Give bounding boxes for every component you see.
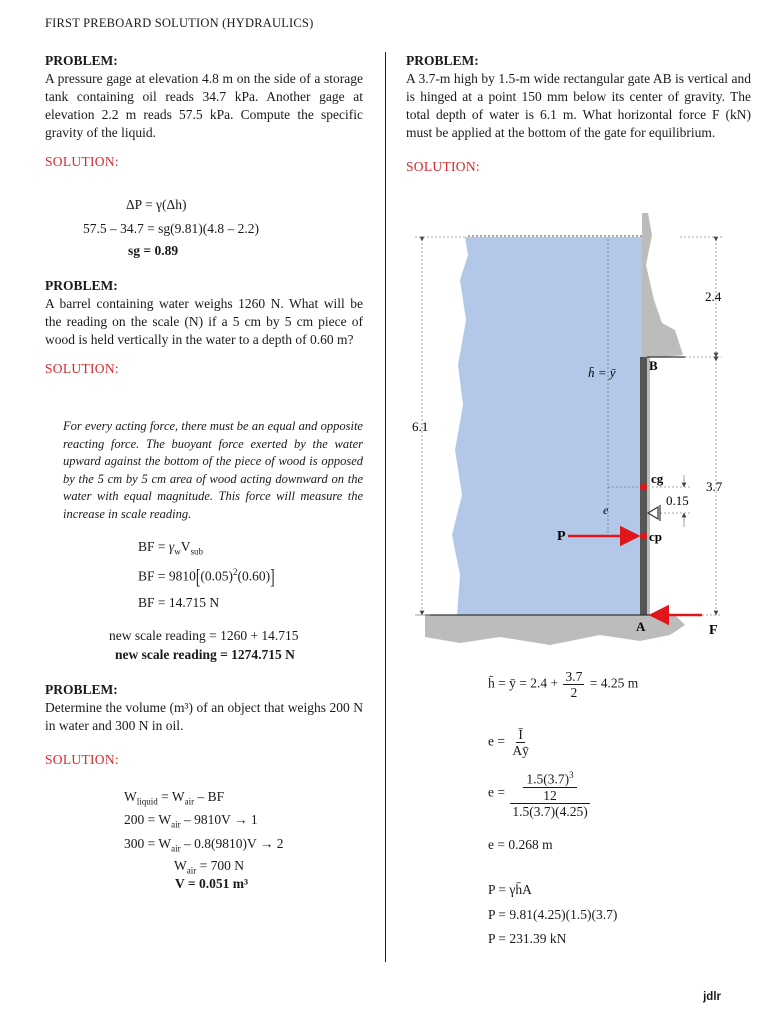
cg-label: cg	[651, 471, 664, 486]
subscript: air	[184, 796, 195, 807]
subscript: air	[186, 865, 197, 876]
equation-part: BF = 9810	[138, 568, 196, 584]
problem-heading: PROBLEM:	[45, 278, 118, 293]
cg-point	[640, 483, 647, 490]
left-column	[45, 52, 363, 171]
equation-part: BF =	[138, 539, 169, 554]
equation-part: 1.5(3.7)	[526, 771, 570, 787]
problem-heading: PROBLEM:	[406, 53, 479, 68]
equation-part: (0.60)	[237, 568, 271, 584]
equation-part: 12	[543, 787, 557, 803]
equation: BF = 14.715 N	[138, 595, 220, 610]
solution-heading: SOLUTION:	[45, 361, 119, 376]
answer: new scale reading = 1274.715 N	[115, 647, 295, 662]
explanation-text: For every acting force, there must be an equal and opposite reacting force. The buoyant force exerted by the water upward against the bottom of the piece of wood is opposed by the 5 cm by 5 cm area of wood acting downward on the water with equal magnitude. This force will measure the increase in scale reading.	[63, 419, 363, 521]
equation: P = 231.39 kN	[488, 931, 567, 946]
equation-part: – 0.8(9810)V → 2	[180, 836, 284, 851]
equation	[488, 669, 638, 700]
answer: sg = 0.89	[128, 243, 179, 258]
subscript: air	[171, 819, 181, 830]
equation	[124, 812, 258, 830]
equation-part: = W	[157, 789, 185, 804]
equation-part: e =	[488, 733, 509, 749]
water-region	[452, 237, 642, 615]
equation-part: (0.05)	[200, 568, 234, 584]
equation-part: – BF	[194, 789, 225, 804]
denominator: Aȳ	[512, 743, 529, 758]
subscript: liquid	[136, 796, 158, 807]
column-divider	[385, 52, 386, 962]
equation-part: = 700 N	[196, 858, 244, 873]
left-column	[45, 277, 363, 378]
problem-heading: PROBLEM:	[45, 682, 118, 697]
equation-part: 300 = W	[124, 836, 172, 851]
numerator: 3.7	[565, 669, 583, 684]
point-b-label: B	[649, 358, 658, 373]
equation-part: 200 = W	[124, 812, 172, 827]
solution-heading: SOLUTION:	[45, 154, 119, 169]
problem-text: A pressure gage at elevation 4.8 m on the side of a storage tank containing oil reads 34.7 kPa. Another gage at elevation 2.2 m reads 57.5 kPa. Compute the specific gravity of the liquid.	[45, 71, 363, 140]
equation: BF = $9810[(0.05)^2(0.60)]$	[138, 563, 275, 588]
equation	[488, 727, 533, 758]
force-p-label: P	[557, 529, 566, 544]
gate-diagram	[400, 205, 760, 650]
answer: V = 0.051 m³	[175, 876, 248, 891]
problem-text: A barrel containing water weighs 1260 N. What will be the reading on the scale (N) if a 5 cm by 5 cm piece of wood is held vertically in the water to a depth of 0.60 m?	[45, 296, 363, 347]
subscript: w	[174, 546, 181, 557]
footer-initials: jdlr	[703, 991, 721, 1003]
denominator: 1.5(3.7)(4.25)	[512, 803, 588, 819]
dimension-label: 3.7	[706, 479, 723, 494]
equation: 57.5 – 34.7 = sg(9.81)(4.8 – 2.2)	[83, 221, 259, 236]
equation: new scale reading = 1260 + 14.715	[109, 628, 299, 643]
cp-label: cp	[649, 529, 662, 544]
equation	[488, 768, 592, 819]
dimension-label: 6.1	[412, 419, 429, 434]
equation: P = γh̄A	[488, 882, 532, 897]
centroid-label: h̄ = ȳ	[588, 365, 616, 380]
equation	[124, 836, 284, 854]
right-column	[406, 52, 751, 176]
superscript: 3	[569, 770, 574, 780]
subscript: sub	[190, 546, 203, 557]
equation: ΔP = γ(Δh)	[126, 197, 187, 212]
equation-part: V	[180, 539, 191, 554]
equation: P = 9.81(4.25)(1.5)(3.7)	[488, 907, 618, 922]
gamma-symbol: γ	[168, 539, 175, 554]
problem-text: A 3.7-m high by 1.5-m wide rectangular gate AB is vertical and is hinged at a point 150 mm below its center of gravity. The total depth of water is 6.1 m. What horizontal force F (kN) must be applied at the bottom of the gate for equilibrium.	[406, 71, 751, 140]
numerator: Ī	[518, 727, 523, 742]
solution-heading: SOLUTION:	[45, 752, 119, 767]
problem-heading: PROBLEM:	[45, 53, 118, 68]
subscript: air	[171, 843, 181, 854]
problem-text: Determine the volume (m³) of an object that weighs 200 N in water and 300 N in oil.	[45, 700, 363, 733]
equation	[124, 789, 224, 807]
dimension-label: 0.15	[666, 493, 689, 508]
eccentricity-label: e	[603, 503, 609, 517]
force-f-label: F	[709, 623, 718, 638]
equation: e = 0.268 m	[488, 837, 553, 852]
solution-heading: SOLUTION:	[406, 159, 480, 174]
left-column	[45, 681, 363, 769]
point-a-label: A	[636, 619, 646, 634]
page-title: FIRST PREBOARD SOLUTION (HYDRAULICS)	[45, 16, 314, 30]
equation-part: e =	[488, 784, 509, 800]
equation-part: h̄ = ȳ = 2.4 +	[488, 675, 562, 691]
dimension-label: 2.4	[705, 289, 722, 304]
equation-part: W	[124, 789, 137, 804]
cp-point	[640, 532, 647, 539]
equation-part: – 9810V → 1	[180, 812, 258, 827]
equation-part: W	[174, 858, 187, 873]
equation	[138, 539, 203, 557]
denominator: 2	[570, 685, 578, 700]
equation	[174, 858, 244, 876]
equation-part: = 4.25 m	[586, 675, 639, 691]
superscript: 2	[233, 567, 238, 577]
